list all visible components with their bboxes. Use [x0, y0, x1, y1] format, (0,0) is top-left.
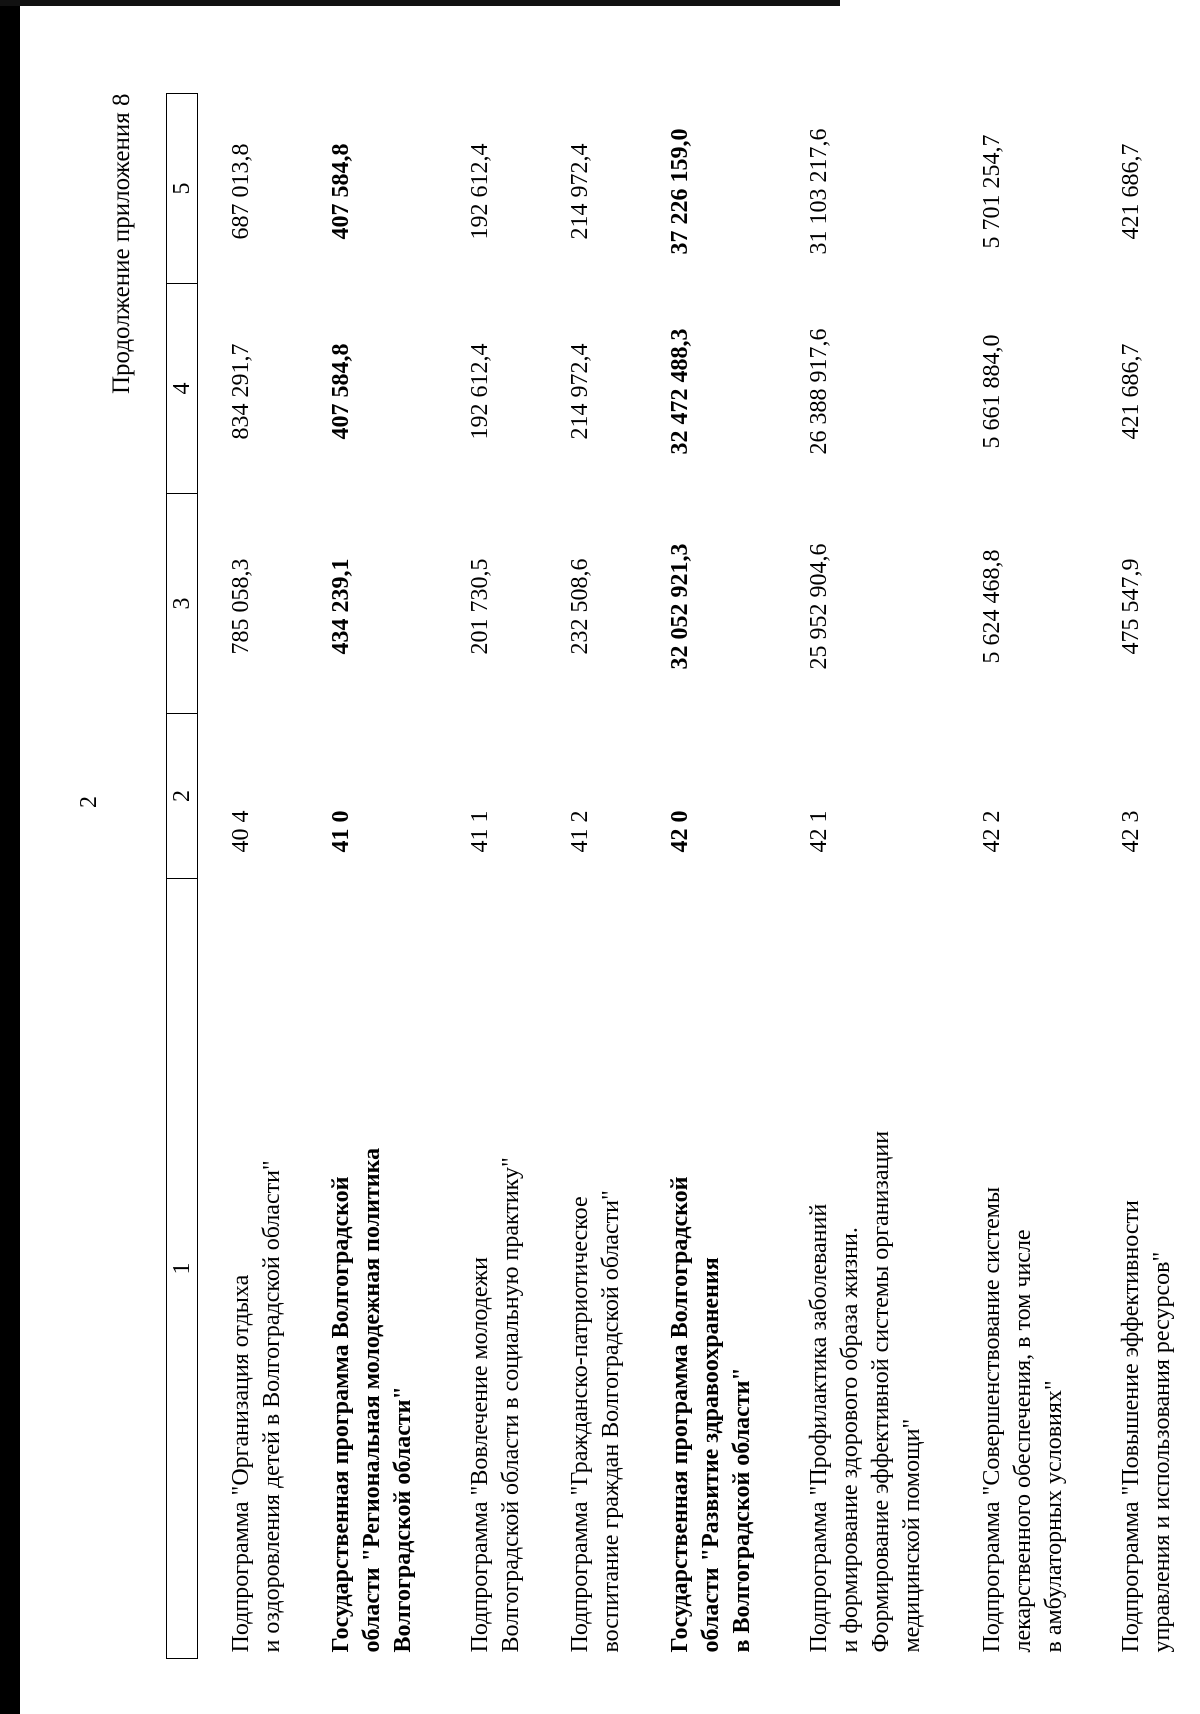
amount-col-5: 407 584,8	[328, 143, 354, 240]
program-name-line: Подпрограмма "Гражданско-патриотическое	[567, 1196, 593, 1653]
program-name-line: Государственная программа Волгоградской	[667, 1176, 693, 1653]
amount-col-4: 407 584,8	[328, 343, 354, 440]
program-name-line: воспитание граждан Волгоградской области"	[598, 1190, 624, 1653]
program-code: 41 0	[328, 810, 354, 853]
header-col-5: 5	[167, 94, 198, 284]
program-name-line: лекарственного обеспечения, в том числе	[1010, 1229, 1036, 1653]
program-name-line: Подпрограмма "Повышение эффективности	[1118, 1200, 1144, 1653]
amount-col-4: 834 291,7	[228, 343, 254, 440]
program-name-line: Подпрограмма "Вовлечение молодежи	[467, 1257, 493, 1653]
header-col-2: 2	[167, 714, 198, 879]
program-name	[776, 879, 949, 1659]
amount-col-4: 26 388 917,6	[806, 328, 832, 455]
program-name-line: области "Региональная молодежная политика	[359, 1147, 385, 1653]
program-name-line: медицинской помощи"	[899, 1418, 925, 1653]
table-row	[198, 94, 299, 1659]
budget-table	[166, 93, 1188, 1659]
appendix-note: Продолжение приложения 8	[108, 93, 135, 394]
amount-col-3: 25 952 904,6	[806, 543, 832, 670]
amount-col-3: 32 052 921,3	[667, 543, 693, 670]
header-col-4: 4	[167, 284, 198, 494]
table-row	[637, 94, 776, 1659]
program-name	[537, 879, 637, 1659]
amount-col-4: 5 661 884,0	[979, 334, 1005, 449]
amount-col-5: 31 103 217,6	[806, 128, 832, 255]
program-code: 42 3	[1118, 810, 1144, 853]
table-row	[949, 94, 1088, 1659]
program-name-line: Подпрограмма "Организация отдыха	[228, 1274, 254, 1653]
header-col-3: 3	[167, 494, 198, 714]
amount-col-4: 214 972,4	[567, 343, 593, 440]
program-code: 42 0	[667, 810, 693, 853]
amount-col-3: 5 624 468,8	[979, 549, 1005, 664]
amount-col-3: 434 239,1	[328, 558, 354, 655]
program-code: 40 4	[228, 810, 254, 853]
amount-col-4: 192 612,4	[467, 343, 493, 440]
program-name-line: Подпрограмма "Совершенствование системы	[979, 1186, 1005, 1653]
amount-col-3: 232 508,6	[567, 558, 593, 655]
amount-col-3: 785 058,3	[228, 558, 254, 655]
program-name-line: Государственная программа Волгоградской	[328, 1176, 354, 1653]
amount-col-5: 687 013,8	[228, 143, 254, 240]
amount-col-5: 37 226 159,0	[667, 128, 693, 255]
table-header-row	[167, 94, 198, 1659]
amount-col-5: 192 612,4	[467, 143, 493, 240]
program-name	[949, 879, 1088, 1659]
program-name	[1088, 879, 1188, 1659]
header-col-1: 1	[167, 879, 198, 1659]
program-name-line: Подпрограмма "Профилактика заболеваний	[806, 1203, 832, 1653]
program-name-line: и формирование здорового образа жизни.	[837, 1227, 863, 1653]
program-name-line: Формирование эффективной системы организации	[868, 1130, 894, 1653]
program-name	[437, 879, 537, 1659]
amount-col-5: 5 701 254,7	[979, 134, 1005, 249]
table-row	[1088, 94, 1188, 1659]
table-row	[298, 94, 437, 1659]
program-name	[198, 879, 299, 1659]
table-row	[437, 94, 537, 1659]
program-name-line: в Волгоградской области"	[729, 1367, 755, 1653]
amount-col-4: 32 472 488,3	[667, 328, 693, 455]
amount-col-5: 421 686,7	[1118, 143, 1144, 240]
program-name	[298, 879, 437, 1659]
program-name-line: Волгоградской области"	[390, 1386, 416, 1653]
table-row	[537, 94, 637, 1659]
program-code: 41 1	[467, 810, 493, 853]
program-code: 41 2	[567, 810, 593, 853]
program-name-line: и оздоровления детей в Волгоградской области"	[259, 1160, 285, 1653]
program-code: 42 2	[979, 810, 1005, 853]
program-name	[637, 879, 776, 1659]
program-name-line: управления и использования ресурсов"	[1149, 1251, 1175, 1653]
program-name-line: области "Развитие здравоохранения	[698, 1257, 724, 1653]
page-number: 2	[76, 796, 102, 808]
amount-col-5: 214 972,4	[567, 143, 593, 240]
program-code: 42 1	[806, 810, 832, 853]
amount-col-4: 421 686,7	[1118, 343, 1144, 440]
program-name-line: в амбулаторных условиях"	[1041, 1380, 1067, 1653]
program-name-line: Волгоградской области в социальную практику"	[498, 1157, 524, 1653]
amount-col-3: 201 730,5	[467, 558, 493, 655]
table-row	[776, 94, 949, 1659]
amount-col-3: 475 547,9	[1118, 558, 1144, 655]
